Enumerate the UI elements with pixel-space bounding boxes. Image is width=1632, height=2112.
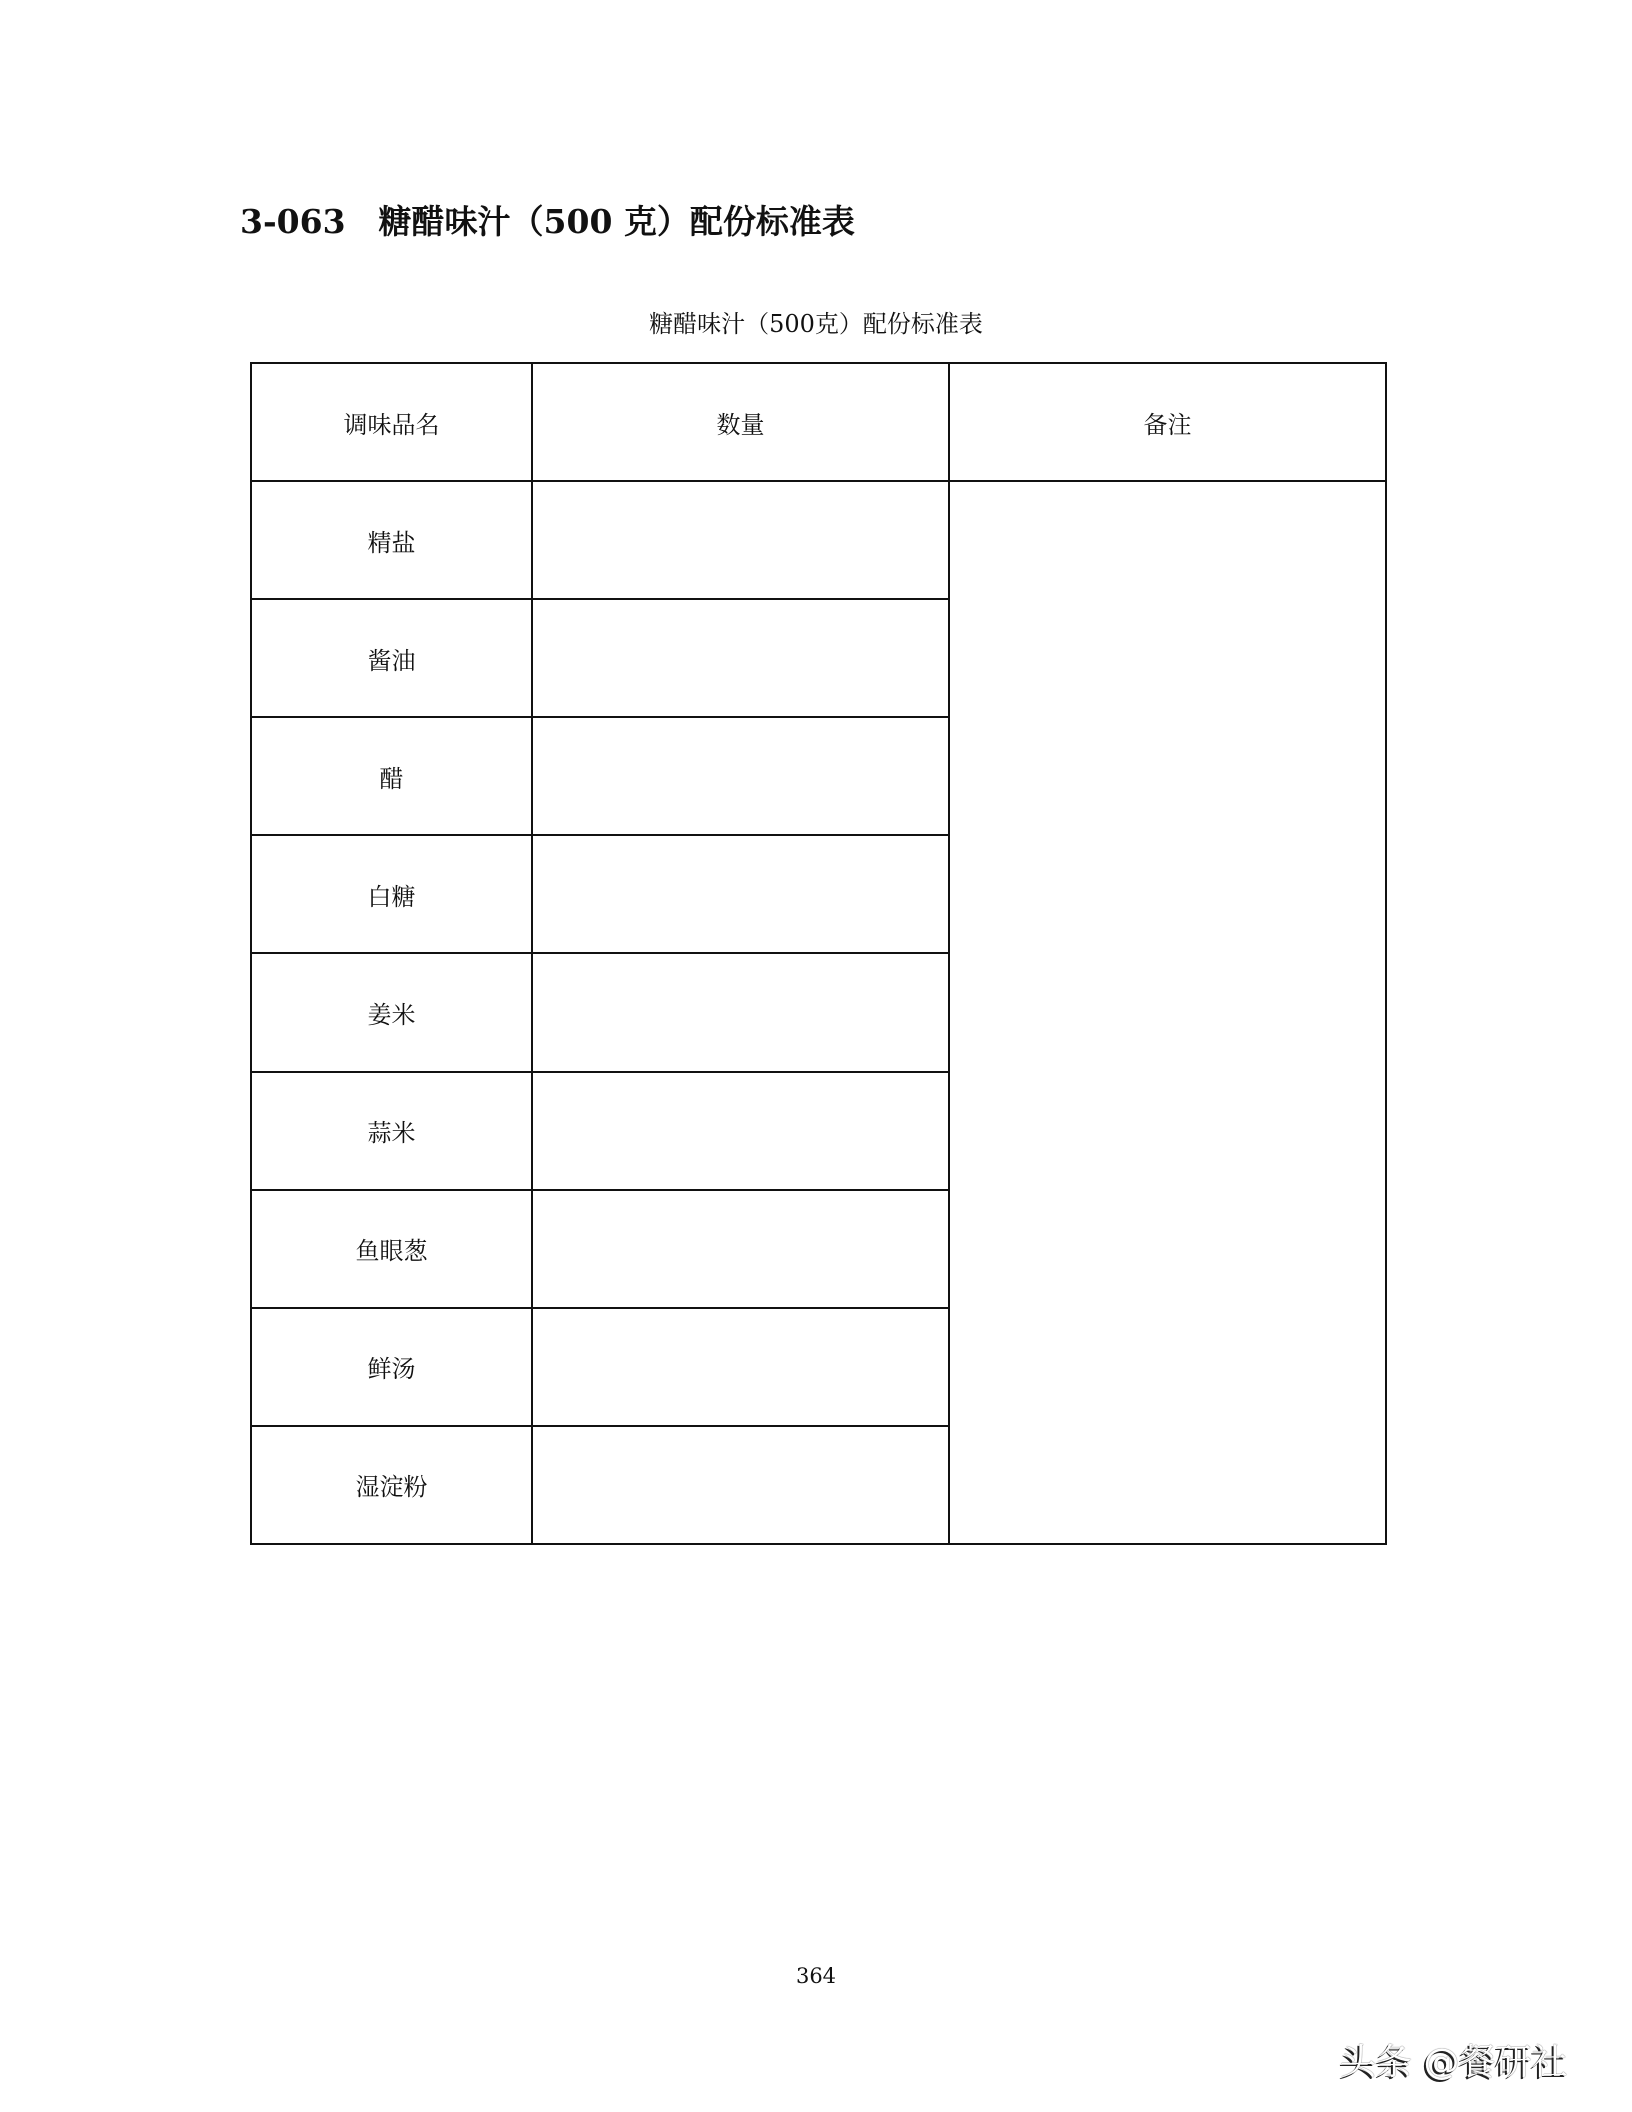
quantity-cell	[532, 1426, 949, 1544]
quantity-cell	[532, 481, 949, 599]
quantity-cell	[532, 599, 949, 717]
header-cell: 数量	[532, 363, 949, 481]
quantity-cell	[532, 953, 949, 1071]
ingredient-cell: 姜米	[251, 953, 532, 1071]
ingredient-cell: 白糖	[251, 835, 532, 953]
table-row	[251, 481, 1386, 599]
quantity-cell	[532, 835, 949, 953]
quantity-cell	[532, 1072, 949, 1190]
ingredient-cell: 蒜米	[251, 1072, 532, 1190]
section-heading: 3-063 糖醋味汁（500 克）配份标准表	[240, 202, 855, 241]
ingredient-cell: 鲜汤	[251, 1308, 532, 1426]
seasoning-table	[250, 362, 1387, 1545]
ingredient-cell: 鱼眼葱	[251, 1190, 532, 1308]
ingredient-cell: 醋	[251, 717, 532, 835]
table-header-row	[251, 363, 1386, 481]
watermark: 头条 @餐研社	[1340, 2042, 1568, 2083]
note-cell	[949, 481, 1386, 1544]
page-number: 364	[795, 1964, 837, 1988]
quantity-cell	[532, 1308, 949, 1426]
header-cell: 备注	[949, 363, 1386, 481]
ingredient-cell: 酱油	[251, 599, 532, 717]
quantity-cell	[532, 717, 949, 835]
quantity-cell	[532, 1190, 949, 1308]
ingredient-cell: 湿淀粉	[251, 1426, 532, 1544]
table-caption: 糖醋味汁（500克）配份标准表	[649, 310, 983, 338]
ingredient-cell: 精盐	[251, 481, 532, 599]
header-cell: 调味品名	[251, 363, 532, 481]
